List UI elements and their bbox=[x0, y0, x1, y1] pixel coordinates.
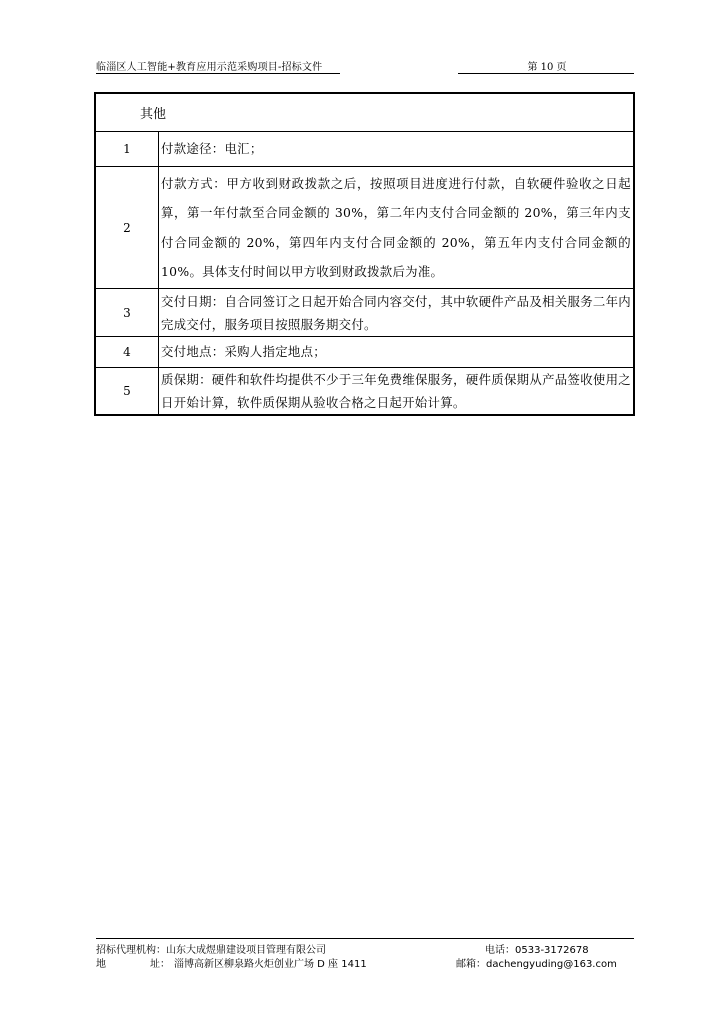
terms-table bbox=[94, 92, 635, 416]
table-row bbox=[95, 132, 634, 167]
row-number: 4 bbox=[95, 337, 159, 368]
row-number: 1 bbox=[95, 132, 159, 167]
table-row bbox=[95, 289, 634, 337]
row-number: 2 bbox=[95, 167, 159, 289]
row-text: 交付日期：自合同签订之日起开始合同内容交付，其中软硬件产品及相关服务二年内完成交付，服务项目按照服务期交付。 bbox=[159, 289, 635, 337]
address-label-part1: 地 bbox=[96, 959, 106, 970]
row-text: 付款方式：甲方收到财政拨款之后，按照项目进度进行付款，自软硬件验收之日起算，第一年付款至合同金额的 30%，第二年内支付合同金额的 20%，第三年内支付合同金额的 20%，第四年内支付合同金额的 20%，第五年内支付合同金额的 10%。具体支付时间以甲方收到财政拨款后为准。 bbox=[159, 167, 635, 289]
row-text: 质保期：硬件和软件均提供不少于三年免费维保服务，硬件质保期从产品签收使用之日开始计算，软件质保期从验收合格之日起开始计算。 bbox=[159, 367, 635, 415]
row-text: 交付地点：采购人指定地点； bbox=[159, 337, 635, 368]
header-rule-right bbox=[458, 73, 634, 74]
row-number: 3 bbox=[95, 289, 159, 337]
address-label-part2: 址： bbox=[150, 959, 170, 970]
table-header-row bbox=[95, 93, 634, 132]
row-number: 5 bbox=[95, 367, 159, 415]
table-row bbox=[95, 337, 634, 368]
footer-rule bbox=[96, 938, 634, 939]
table-row bbox=[95, 367, 634, 415]
section-title: 其他 bbox=[95, 93, 634, 132]
row-text: 付款途径：电汇； bbox=[159, 132, 635, 167]
document-title: 临淄区人工智能+教育应用示范采购项目-招标文件 bbox=[96, 62, 323, 73]
agency-phone: 电话：0533-3172678 bbox=[485, 945, 589, 956]
agency-email: 邮箱：dachengyuding@163.com bbox=[456, 959, 617, 970]
table-row bbox=[95, 167, 634, 289]
agency-name: 招标代理机构：山东大成煜鼎建设项目管理有限公司 bbox=[96, 945, 326, 956]
header-rule-left bbox=[96, 73, 340, 74]
agency-address: 淄博高新区柳泉路火炬创业广场 D 座 1411 bbox=[174, 959, 367, 970]
page-number: 第 10 页 bbox=[527, 62, 567, 73]
